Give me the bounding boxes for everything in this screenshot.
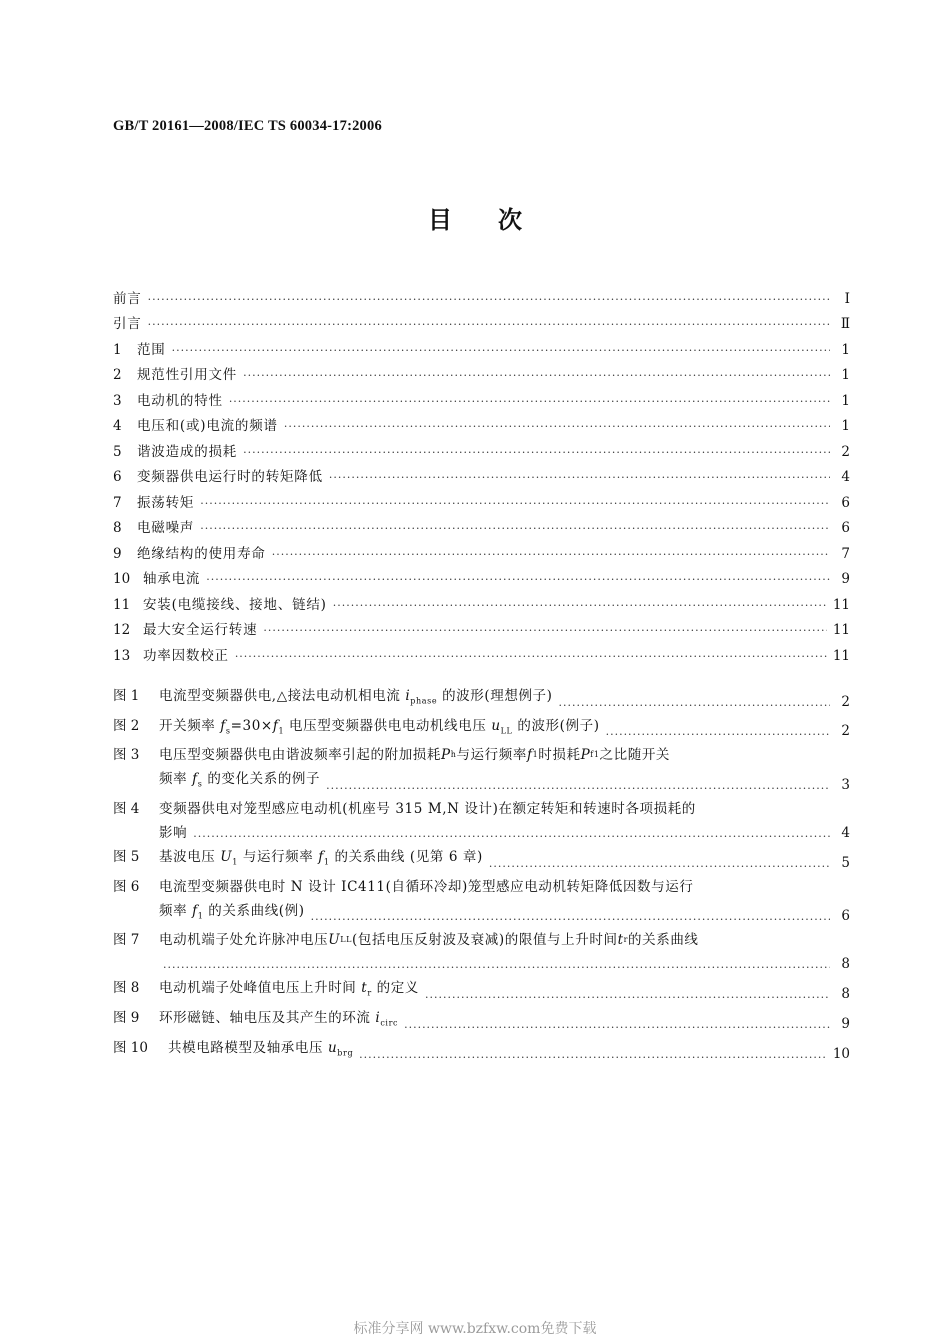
figure-number: 图 7 <box>113 932 140 949</box>
toc-entry-title: 规范性引用文件 <box>137 367 238 383</box>
toc-entry[interactable] <box>113 588 850 614</box>
figure-page: 8 <box>841 986 850 1003</box>
figure-leader-dots <box>606 727 830 743</box>
figure-page: 6 <box>841 908 850 925</box>
toc-entry-number: 7 <box>113 494 122 511</box>
figure-number: 图 4 <box>113 801 140 818</box>
toc-entry-page: 6 <box>841 520 850 536</box>
figure-caption: 电动机端子处峰值电压上升时间 $t_r$ 的定义 <box>159 980 419 999</box>
toc-entry-number: 3 <box>113 392 122 409</box>
figure-number: 图 3 <box>113 747 140 764</box>
toc-entry-title: 谐波造成的损耗 <box>137 443 238 460</box>
toc-entry[interactable] <box>113 486 850 512</box>
figure-leader-dots <box>163 960 830 976</box>
toc-entry-number: 9 <box>113 545 122 562</box>
toc-entry-title: 变频器供电运行时的转矩降低 <box>137 469 323 485</box>
figure-number: 图 5 <box>113 849 140 866</box>
toc-entry-page: 7 <box>841 545 850 562</box>
figure-caption-line: 变频器供电对笼型感应电动机(机座号 315 M,N 设计)在额定转矩和转速时各项损耗的 <box>159 801 696 818</box>
toc-entry-title: 范围 <box>137 341 166 358</box>
toc-entry-number: 12 <box>113 622 131 638</box>
figure-list <box>113 684 850 1066</box>
toc-entry-title: 电磁噪声 <box>137 520 195 536</box>
toc-leader-dots <box>329 470 830 486</box>
figure-number: 图 8 <box>113 980 140 997</box>
table-of-contents <box>113 282 850 665</box>
figure-entry[interactable] <box>113 743 850 797</box>
figure-leader-dots <box>193 829 830 845</box>
figure-caption: 共模电路模型及轴承电压 $u_{brg}$ <box>168 1039 354 1058</box>
figure-entry[interactable] <box>113 1006 850 1036</box>
toc-leader-dots <box>200 496 830 512</box>
toc-entry-title: 电动机的特性 <box>137 392 223 409</box>
toc-entry-page: 11 <box>832 596 850 613</box>
page-title <box>0 200 950 235</box>
figure-leader-dots <box>326 781 830 797</box>
toc-leader-dots <box>148 317 830 333</box>
figure-entry[interactable] <box>113 875 850 929</box>
page-title-part2: 次 <box>498 206 522 234</box>
figure-entry[interactable] <box>113 976 850 1006</box>
toc-entry-page: 9 <box>841 571 850 587</box>
toc-entry[interactable] <box>113 563 850 589</box>
figure-caption: 基波电压 $U_1$ 与运行频率 $f_1$ 的关系曲线 (见第 6 章) <box>159 849 483 867</box>
figure-leader-dots <box>425 990 830 1006</box>
toc-entry-page: 1 <box>841 418 850 434</box>
figure-page: 5 <box>841 854 850 871</box>
figure-number: 图 10 <box>113 1039 148 1056</box>
toc-leader-dots <box>200 521 830 537</box>
toc-entry-title: 前言 <box>113 290 142 307</box>
toc-leader-dots <box>229 394 830 410</box>
toc-entry-number: 2 <box>113 367 122 383</box>
figure-page: 2 <box>841 693 850 710</box>
toc-entry-title: 轴承电流 <box>143 571 201 587</box>
toc-entry[interactable] <box>113 282 850 308</box>
toc-entry-page: Ⅰ <box>844 290 850 307</box>
figure-entry[interactable] <box>113 1036 850 1066</box>
toc-entry-number: 6 <box>113 469 122 485</box>
toc-entry[interactable] <box>113 308 850 334</box>
toc-entry[interactable] <box>113 359 850 385</box>
toc-entry-number: 5 <box>113 443 122 460</box>
figure-entry[interactable] <box>113 714 850 744</box>
figure-entry[interactable] <box>113 797 850 845</box>
figure-caption: 频率 $f_s$ 的变化关系的例子 <box>159 771 321 790</box>
toc-entry[interactable] <box>113 537 850 563</box>
toc-entry-number: 13 <box>113 647 131 664</box>
figure-entry[interactable] <box>113 928 850 976</box>
toc-entry[interactable] <box>113 410 850 436</box>
toc-entry-page: Ⅱ <box>840 316 850 332</box>
toc-entry-title: 振荡转矩 <box>137 494 195 511</box>
figure-page: 4 <box>841 825 850 842</box>
figure-leader-dots <box>359 1050 827 1066</box>
toc-entry-page: 1 <box>841 367 850 383</box>
toc-entry-page: 11 <box>832 647 850 664</box>
toc-entry-page: 1 <box>841 341 850 358</box>
figure-caption: 频率 $f_1$ 的关系曲线(例) <box>159 902 305 921</box>
toc-entry-title: 电压和(或)电流的频谱 <box>137 418 278 434</box>
toc-entry[interactable] <box>113 461 850 487</box>
toc-entry-page: 2 <box>841 443 850 460</box>
toc-leader-dots <box>333 598 827 614</box>
figure-leader-dots <box>559 698 830 714</box>
toc-entry[interactable] <box>113 512 850 538</box>
figure-page: 8 <box>841 956 850 973</box>
toc-entry-number: 4 <box>113 418 122 434</box>
toc-entry-number: 8 <box>113 520 122 536</box>
toc-entry-title: 绝缘结构的使用寿命 <box>137 545 266 562</box>
toc-entry-title: 功率因数校正 <box>143 647 229 664</box>
toc-entry-number: 11 <box>113 596 131 613</box>
figure-page: 10 <box>832 1045 850 1062</box>
toc-leader-dots <box>284 419 830 435</box>
toc-entry-title: 最大安全运行转速 <box>143 622 258 638</box>
toc-entry-page: 4 <box>841 469 850 485</box>
toc-entry-title: 安装(电缆接线、接地、链结) <box>143 596 327 613</box>
toc-leader-dots <box>148 292 830 308</box>
toc-leader-dots <box>263 623 826 639</box>
figure-number: 图 9 <box>113 1010 140 1027</box>
figure-leader-dots <box>404 1020 830 1036</box>
figure-caption: 影响 <box>159 825 188 842</box>
figure-number: 图 2 <box>113 717 140 734</box>
toc-entry[interactable] <box>113 639 850 665</box>
toc-leader-dots <box>243 445 830 461</box>
figure-page: 9 <box>841 1015 850 1032</box>
toc-entry-page: 6 <box>841 494 850 511</box>
toc-leader-dots <box>272 547 830 563</box>
toc-entry-number: 10 <box>113 571 131 587</box>
page-title-part1: 目 <box>428 206 452 234</box>
figure-entry[interactable] <box>113 845 850 875</box>
toc-leader-dots <box>206 572 830 588</box>
toc-leader-dots <box>243 368 830 384</box>
toc-entry-title: 引言 <box>113 316 142 332</box>
toc-entry[interactable] <box>113 333 850 359</box>
figure-number: 图 1 <box>113 688 140 704</box>
figure-caption-line: 电动机端子处允许脉冲电压 U LL (包括电压反射波及衰减)的限值与上升时间 t r 的关系曲线 <box>159 932 699 949</box>
figure-caption: 环形磁链、轴电压及其产生的环流 $i_{circ}$ <box>159 1010 399 1028</box>
figure-leader-dots <box>489 859 830 875</box>
toc-entry-page: 11 <box>832 622 850 638</box>
figure-caption-line: 电流型变频器供电时 N 设计 IC411(自循环冷却)笼型感应电动机转矩降低因数与运行 <box>159 878 694 895</box>
toc-entry[interactable] <box>113 435 850 461</box>
footer-watermark: 标准分享网 www.bzfxw.com免费下载 <box>353 1321 597 1337</box>
standard-code: GB/T 20161—2008/IEC TS 60034-17:2006 <box>113 118 382 134</box>
figure-leader-dots <box>311 912 830 928</box>
toc-leader-dots <box>235 649 827 665</box>
figure-page: 3 <box>841 777 850 794</box>
figure-caption: 开关频率 $f_s=30\times f_1$ 电压型变频器供电电动机线电压 $u_{LL}$ 的波形(例子) <box>159 717 600 736</box>
figure-caption-line: 电压型变频器供电由谐波频率引起的附加损耗 P h 与运行频率 f 1 时损耗 P f1 之比随开关 <box>159 747 671 764</box>
figure-caption: 电流型变频器供电,△接法电动机相电流 $i_{phase}$ 的波形(理想例子) <box>159 688 553 706</box>
figure-number: 图 6 <box>113 878 140 895</box>
toc-entry-page: 1 <box>841 392 850 409</box>
toc-entry[interactable] <box>113 384 850 410</box>
figure-entry[interactable] <box>113 684 850 714</box>
toc-entry[interactable] <box>113 614 850 640</box>
toc-leader-dots <box>172 343 830 359</box>
figure-page: 2 <box>841 723 850 740</box>
toc-entry-number: 1 <box>113 341 122 358</box>
